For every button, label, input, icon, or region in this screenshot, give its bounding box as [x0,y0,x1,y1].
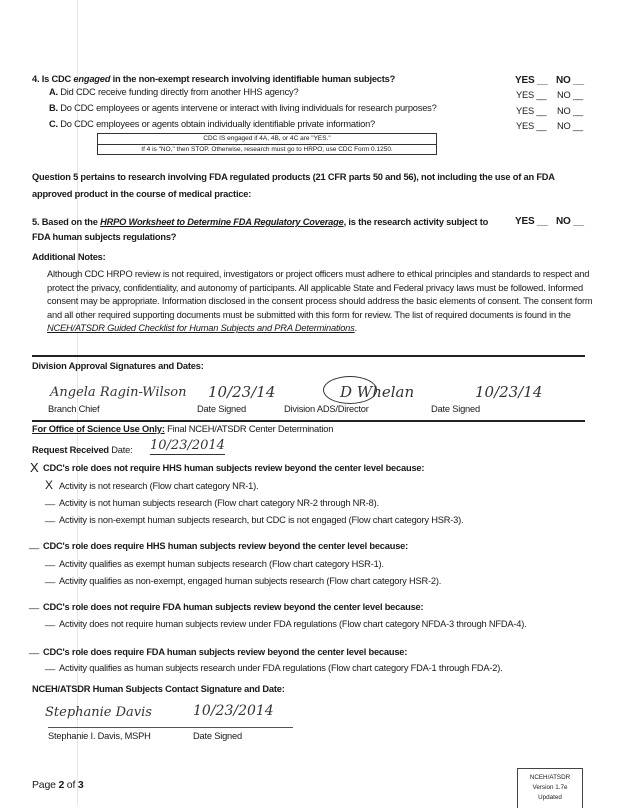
divider [32,355,585,357]
det-1-sub-2-mark[interactable]: __ [45,495,55,505]
request-date-field[interactable]: 10/23/2014 [150,438,225,453]
label-date-signed: Date Signed [197,404,246,414]
page-text: of [64,779,78,791]
label-date-signed: Date Signed [431,404,480,414]
q4b [49,103,437,114]
q4a-yes[interactable]: YES __ [516,90,547,100]
contact-signature: Stephanie Davis [45,705,152,720]
det-4-text: CDC's role does require FDA human subjects review beyond the center level because: [43,647,408,657]
notes-heading: Additional Notes: [32,252,106,262]
det-2-sub-1-text: Activity qualifies as exempt human subjects research (Flow chart category HSR-1). [59,559,384,569]
q5-intro-1: Question 5 pertains to research involving FDA regulated products (21 CFR parts 50 and 56), not including the use of an FDA [32,172,555,182]
signature-line [48,727,293,728]
q5-text: 5. Based on the [32,217,101,227]
q4-text: 4. Is CDC [32,74,74,84]
box-line-stop: If 4 is "NO," then STOP. Otherwise, research must go to HRPO; use CDC Form 0.1250. [98,144,436,155]
det-4-mark[interactable]: __ [29,644,39,654]
version-box [517,768,583,808]
det-2-mark[interactable]: __ [29,539,39,549]
date-2-handwritten: 10/23/14 [475,383,543,401]
q4c-yes[interactable]: YES __ [516,121,547,131]
hrpo-worksheet-link[interactable]: HRPO Worksheet to Determine FDA Regulatory Coverage [100,217,344,227]
notes-text: Although CDC HRPO review is not required, investigators or project officers must adhere to ethical principles and standards to respect and protect the privacy, confidentiality, and autonomy of participants. All applicable State and Federal privacy laws must be followed. Informed consent may be appropriate. Information disclosed in the consent process should address the basic elements of consent. The consent form and all other required supporting documents must be submitted with this form for review. The list of required documents is found in the [47,269,593,320]
det-1-sub-2-text: Activity is not human subjects research (Flow chart category NR-2 through NR-8). [59,498,379,508]
q4-text: in the non-exempt research involving identifiable human subjects? [110,74,396,84]
det-3-text: CDC's role does not require FDA human subjects review beyond the center level because: [43,602,424,612]
det-3-sub-1-text: Activity does not require human subjects review under FDA regulations (Flow chart category NFDA-3 through NFDA-4). [59,619,527,629]
question-4 [32,74,395,85]
det-1-sub-1-mark[interactable]: X [45,478,53,492]
branch-chief-signature: Angela Ragin-Wilson [50,385,187,400]
contact-heading: NCEH/ATSDR Human Subjects Contact Signature and Date: [32,684,285,694]
q4-emphasis: engaged [73,74,111,84]
page-text: Page [32,779,59,791]
version-number: Version 1.7e [532,784,568,791]
question-5 [32,215,504,245]
office-use-line [32,424,333,435]
request-label: Request Received [32,445,109,455]
version-org: NCEH/ATSDR [529,774,571,781]
division-director-signature: D Whelan [340,383,415,401]
approval-heading: Division Approval Signatures and Dates: [32,361,204,371]
request-label: Date: [108,445,133,455]
q4a [49,87,298,98]
q4a-no[interactable]: NO __ [557,90,583,100]
det-1-sub-3-mark[interactable]: __ [45,512,55,522]
det-1-sub-3-text: Activity is non-exempt human subjects research, but CDC is not engaged (Flow chart category HSR-3). [59,515,464,525]
q4a-text: Did CDC receive funding directly from another HHS agency? [57,87,299,97]
det-1-mark[interactable]: X [30,460,39,475]
contact-name: Stephanie I. Davis, MSPH [48,731,151,741]
det-2-sub-1-mark[interactable]: __ [45,556,55,566]
det-4-sub-1-text: Activity qualifies as human subjects research under FDA regulations (Flow chart category FDA-1 through FDA-2). [59,663,503,673]
q5-line2: to FDA human subjects regulations? [32,217,489,242]
guided-checklist-link[interactable]: NCEH/ATSDR Guided Checklist for Human Subjects and PRA Determinations [47,323,355,334]
det-2-text: CDC's role does require HHS human subjects review beyond the center level because: [43,541,409,551]
det-2-sub-2-text: Activity qualifies as non-exempt, engaged human subjects research (Flow chart category HSR-2). [59,576,442,586]
q4c-text: Do CDC employees or agents obtain individually identifiable private information? [57,119,376,129]
det-1-sub-1-text: Activity is not research (Flow chart category NR-1). [59,481,259,491]
page-current: 2 [58,779,65,791]
divider [32,420,585,422]
page-total: 3 [77,779,84,791]
contact-date-handwritten: 10/23/2014 [193,703,274,719]
q4-instruction-box [97,133,437,155]
q4b-letter: B. [49,103,58,113]
q4c-no[interactable]: NO __ [557,121,583,131]
q5-text: , is the research activity subject [343,217,478,227]
date-1-handwritten: 10/23/14 [208,383,276,401]
version-updated: Updated [538,794,562,801]
det-2-sub-2-mark[interactable]: __ [45,573,55,583]
q5-intro [32,169,592,203]
q4c [49,119,375,130]
label-branch-chief: Branch Chief [48,404,100,414]
request-received [32,445,133,456]
q4b-yes[interactable]: YES __ [516,106,547,116]
contact-date-label: Date Signed [193,731,242,741]
notes-end: . [354,323,357,334]
q4c-letter: C. [49,119,58,129]
notes-body [47,268,597,336]
q4-no[interactable]: NO __ [556,75,584,86]
label-division-director: Division ADS/Director [284,404,369,414]
office-use-label: For Office of Science Use Only: [32,424,165,434]
q4b-text: Do CDC employees or agents intervene or interact with living individuals for research purposes? [57,103,437,113]
q4b-no[interactable]: NO __ [557,106,583,116]
q4-yes[interactable]: YES __ [515,75,548,86]
det-3-mark[interactable]: __ [29,599,39,609]
q4a-letter: A. [49,87,58,97]
office-use-text: Final NCEH/ATSDR Center Determination [164,424,334,434]
det-1-text: CDC's role does not require HHS human subjects review beyond the center level because: [43,463,425,473]
q5-no[interactable]: NO __ [556,216,584,227]
det-3-sub-1-mark[interactable]: __ [45,616,55,626]
box-line-engaged: CDC IS engaged if 4A, 4B, or 4C are "YES." [203,135,331,142]
q5-intro-2: approved product in the course of medical practice: [32,189,252,199]
q5-yes[interactable]: YES __ [515,216,548,227]
page-number [32,779,84,792]
det-4-sub-1-mark[interactable]: __ [45,660,55,670]
